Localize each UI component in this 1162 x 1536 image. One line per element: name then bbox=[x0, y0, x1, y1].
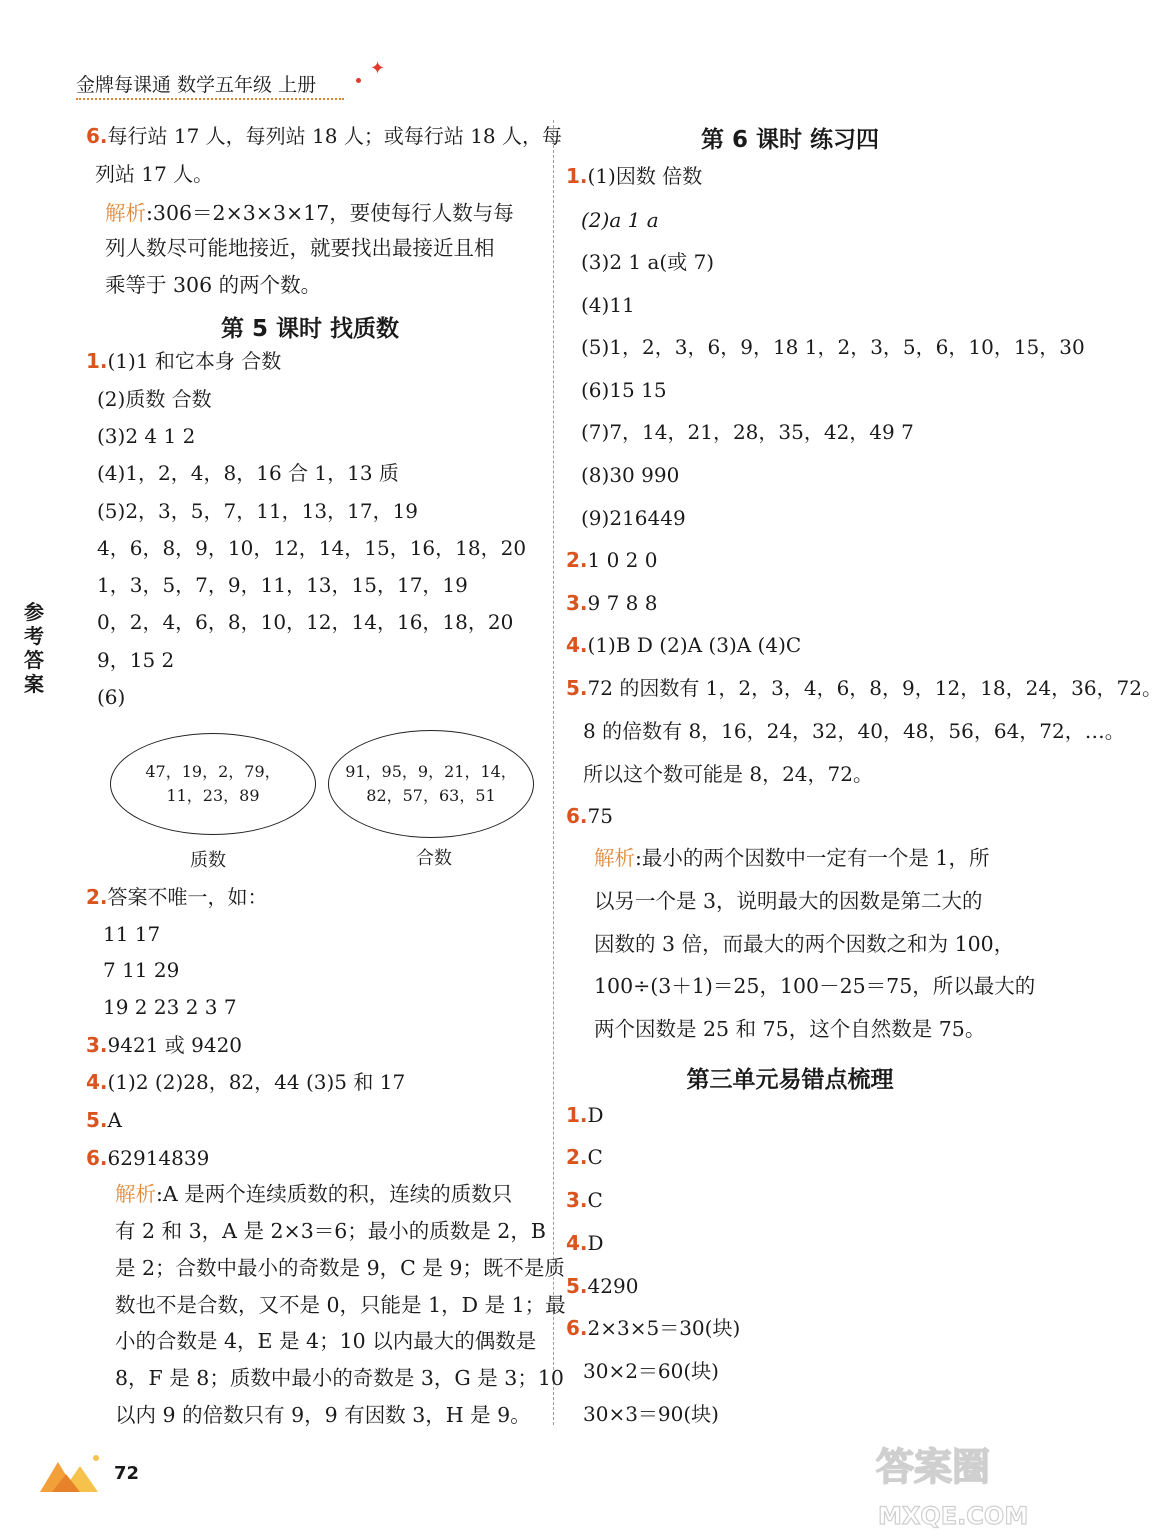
answer-2-line-1: 2.答案不唯一，如： bbox=[86, 885, 268, 909]
answer-1-line-5: (5)2，3，5，7，11，13，17，19 bbox=[97, 499, 419, 523]
mountain-logo-icon bbox=[36, 1448, 106, 1498]
watermark-text-bottom: MXQE.COM bbox=[878, 1502, 1029, 1530]
analysis-6-line-2: 列人数尽可能地接近，就要找出最接近且相 bbox=[105, 236, 495, 260]
primes-label: 质数 bbox=[190, 850, 226, 871]
composites-label: 合数 bbox=[416, 848, 452, 869]
r-analysis-6-line-4: 100÷(3＋1)＝25，100－25＝75，所以最大的 bbox=[594, 974, 1036, 998]
r-answer-1-line-4: (4)11 bbox=[581, 293, 635, 317]
answer-1-line-10: (6) bbox=[97, 685, 126, 709]
r-answer-1-line-5: (5)1，2，3，6，9，18 1，2，3，5，6，10，15，30 bbox=[581, 335, 1085, 359]
section-title-lesson5: 第 5 课时 找质数 bbox=[220, 316, 400, 342]
r-error-6-line-2: 30×2＝60(块) bbox=[583, 1359, 719, 1383]
watermark-stamp bbox=[868, 1432, 1038, 1532]
answer-2-line-3: 7 11 29 bbox=[103, 958, 180, 982]
header-underline bbox=[76, 98, 344, 100]
analysis-6-line-3: 乘等于 306 的两个数。 bbox=[105, 273, 322, 297]
r-answer-1-line-8: (8)30 990 bbox=[581, 463, 680, 487]
answer-2-line-4: 19 2 23 2 3 7 bbox=[103, 995, 237, 1019]
analysis-6b-line-3: 是 2；合数中最小的奇数是 9，C 是 9；既不是质 bbox=[115, 1256, 565, 1280]
r-answer-1-line-7: (7)7，14，21，28，35，42，49 7 bbox=[581, 420, 914, 444]
r-answer-1-line-6: (6)15 15 bbox=[581, 378, 667, 402]
r-answer-1-line-9: (9)216449 bbox=[581, 506, 686, 530]
sparkle-icon: ✦ bbox=[370, 58, 386, 79]
analysis-6-line-1: 解析:306＝2×3×3×17，要使每行人数与每 bbox=[105, 201, 514, 225]
answer-4: 4.(1)2 (2)28，82，44 (3)5 和 17 bbox=[86, 1070, 406, 1094]
r-error-3: 3.C bbox=[566, 1188, 603, 1212]
r-answer-5-line-2: 8 的倍数有 8，16，24，32，40，48，56，64，72，…。 bbox=[583, 719, 1125, 743]
answer-2-line-2: 11 17 bbox=[103, 922, 161, 946]
answer-6b: 6.62914839 bbox=[86, 1146, 210, 1170]
answer-3: 3.9421 或 9420 bbox=[86, 1033, 243, 1057]
analysis-6b-line-7: 以内 9 的倍数只有 9，9 有因数 3，H 是 9。 bbox=[115, 1403, 531, 1427]
r-answer-5-line-1: 5.72 的因数有 1，2，3，4，6，8，9，12，18，24，36，72。 bbox=[566, 676, 1162, 700]
section-title-unit3-errors: 第三单元易错点梳理 bbox=[686, 1067, 894, 1093]
analysis-6b-line-5: 小的合数是 4，E 是 4；10 以内最大的偶数是 bbox=[115, 1329, 537, 1353]
r-analysis-6-line-2: 以另一个是 3，说明最大的因数是第二大的 bbox=[594, 889, 983, 913]
r-analysis-6-line-1: 解析:最小的两个因数中一定有一个是 1，所 bbox=[594, 846, 990, 870]
r-answer-1-line-1: 1.(1)因数 倍数 bbox=[566, 164, 703, 188]
r-analysis-6-line-5: 两个因数是 25 和 75，这个自然数是 75。 bbox=[594, 1017, 986, 1041]
analysis-6b-line-4: 数也不是合数，又不是 0，只能是 1，D 是 1；最 bbox=[115, 1293, 566, 1317]
r-error-1: 1.D bbox=[566, 1103, 604, 1127]
analysis-6b-line-2: 有 2 和 3，A 是 2×3＝6；最小的质数是 2，B bbox=[115, 1219, 546, 1243]
r-error-6-line-3: 30×3＝90(块) bbox=[583, 1402, 719, 1426]
answer-1-line-9: 9，15 2 bbox=[97, 648, 175, 672]
answer-1-line-2: (2)质数 合数 bbox=[97, 387, 212, 411]
header-dot bbox=[356, 78, 361, 83]
answer-1-line-8: 0，2，4，6，8，10，12，14，16，18，20 bbox=[97, 610, 514, 634]
r-answer-6: 6.75 bbox=[566, 804, 613, 828]
answer-1-line-6: 4，6，8，9，10，12，14，15，16，18，20 bbox=[97, 536, 527, 560]
answer-1-line-3: (3)2 4 1 2 bbox=[97, 424, 196, 448]
answer-5: 5.A bbox=[86, 1108, 122, 1132]
r-error-6-line-1: 6.2×3×5＝30(块) bbox=[566, 1316, 741, 1340]
r-answer-5-line-3: 所以这个数可能是 8，24，72。 bbox=[583, 762, 873, 786]
r-answer-4: 4.(1)B D (2)A (3)A (4)C bbox=[566, 633, 802, 657]
answer-1-line-7: 1，3，5，7，9，11，13，15，17，19 bbox=[97, 573, 468, 597]
r-answer-1-line-3: (3)2 1 a(或 7) bbox=[581, 250, 715, 274]
page-number: 72 bbox=[114, 1463, 140, 1484]
r-answer-2: 2.1 0 2 0 bbox=[566, 548, 658, 572]
answer-6-line-1: 6.每行站 17 人，每列站 18 人；或每行站 18 人，每 bbox=[86, 124, 563, 148]
answer-1-line-1: 1.(1)1 和它本身 合数 bbox=[86, 349, 282, 373]
answer-1-line-4: (4)1，2，4，8，16 合 1，13 质 bbox=[97, 461, 399, 485]
r-error-5: 5.4290 bbox=[566, 1274, 639, 1298]
watermark-text-top: 答案圈 bbox=[876, 1445, 991, 1489]
r-analysis-6-line-3: 因数的 3 倍，而最大的两个因数之和为 100， bbox=[594, 932, 1015, 956]
primes-ellipse: 47，19，2，79， 11，23，89 bbox=[110, 733, 316, 835]
analysis-6b-line-6: 8，F 是 8；质数中最小的奇数是 3，G 是 3；10 bbox=[115, 1366, 564, 1390]
r-answer-1-line-2: (2)a 1 a bbox=[581, 208, 659, 232]
r-error-4: 4.D bbox=[566, 1231, 604, 1255]
column-divider bbox=[553, 120, 554, 1425]
section-title-lesson6: 第 6 课时 练习四 bbox=[700, 127, 880, 153]
r-answer-3: 3.9 7 8 8 bbox=[566, 591, 658, 615]
r-error-2: 2.C bbox=[566, 1145, 603, 1169]
answer-6-line-2: 列站 17 人。 bbox=[95, 162, 214, 186]
analysis-6b-line-1: 解析:A 是两个连续质数的积，连续的质数只 bbox=[115, 1182, 513, 1206]
composites-ellipse: 91，95，9，21，14， 82，57，63，51 bbox=[328, 730, 534, 838]
side-label: 参考答案 bbox=[24, 600, 44, 696]
book-header-title: 金牌每课通 数学五年级 上册 bbox=[76, 74, 317, 96]
